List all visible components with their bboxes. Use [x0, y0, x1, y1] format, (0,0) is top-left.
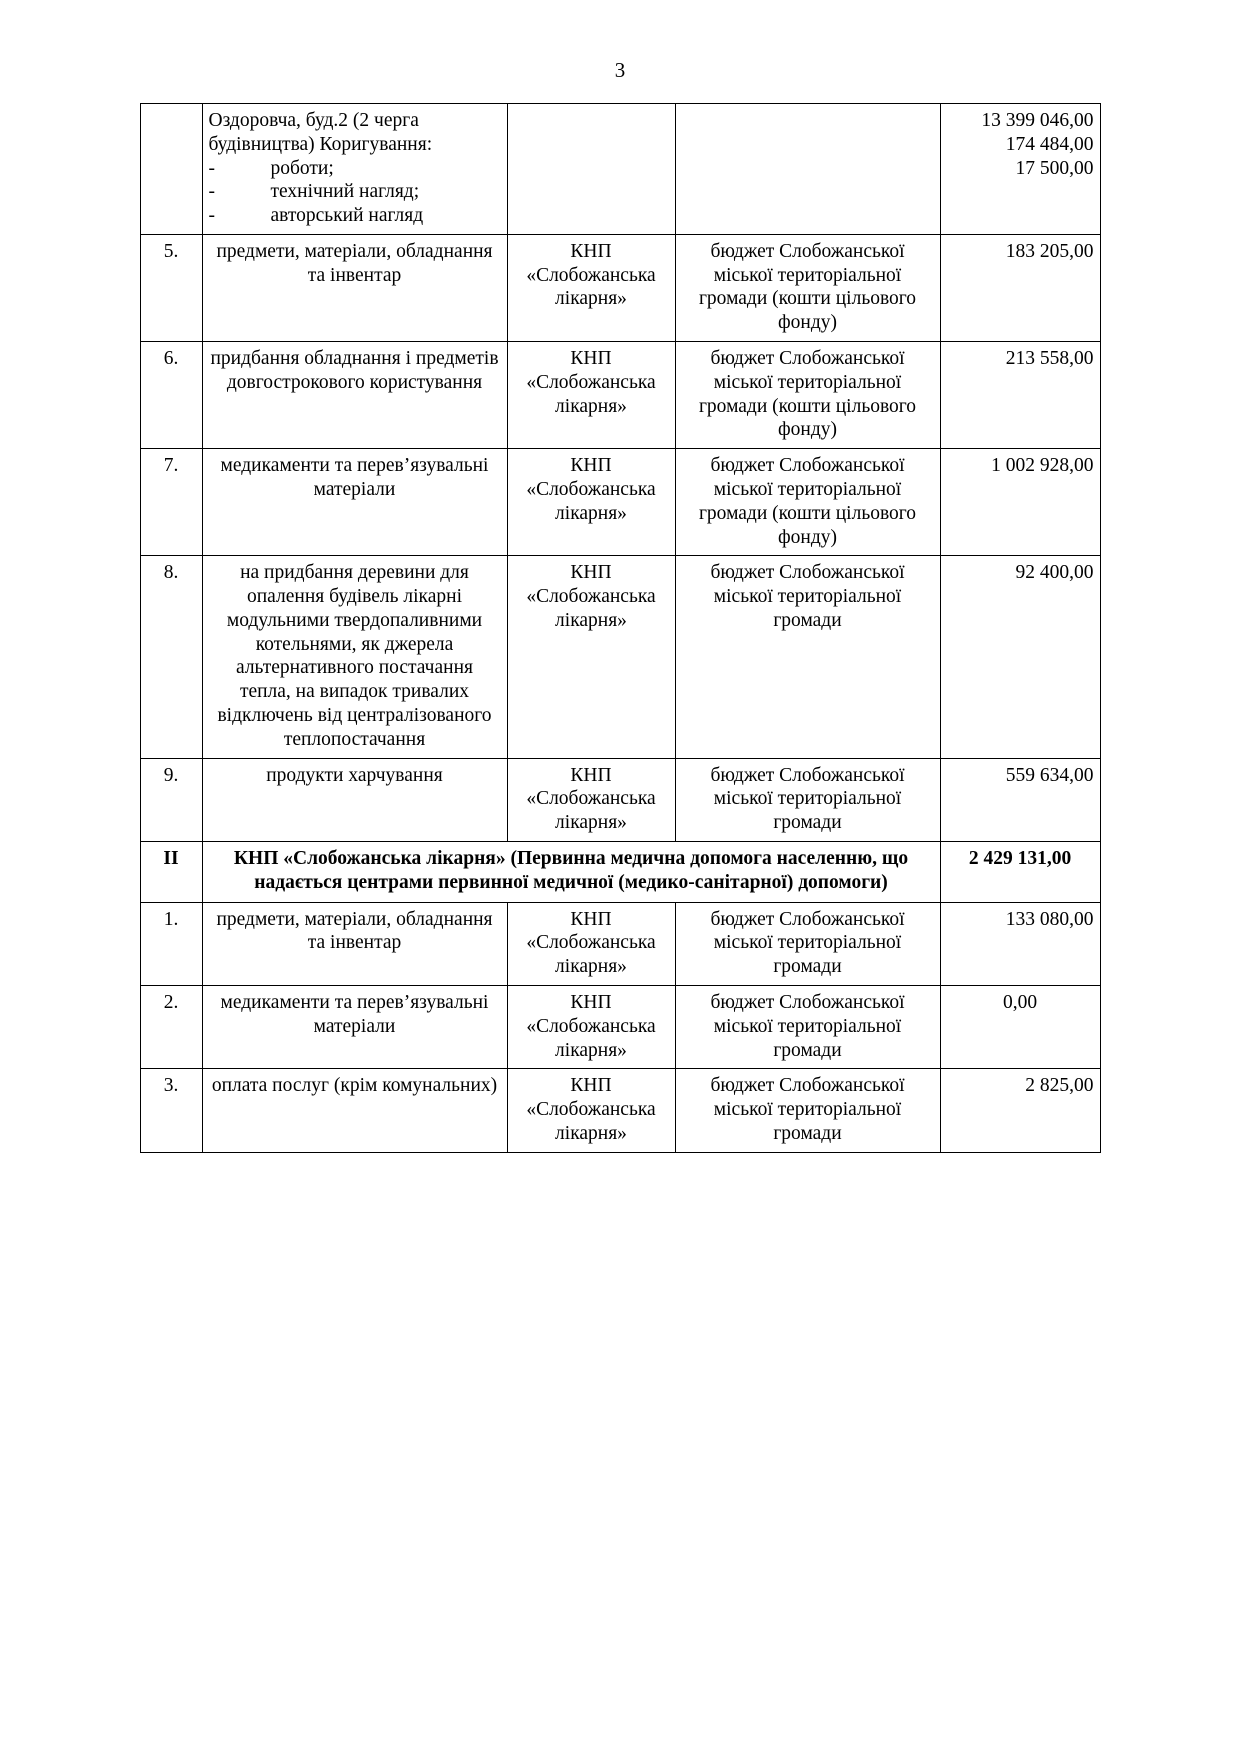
dash-marker: -	[208, 157, 215, 179]
section-amount: 2 429 131,00	[940, 841, 1100, 902]
row-number: 6.	[140, 342, 202, 449]
row-amount: 559 634,00	[940, 758, 1100, 841]
row-description: продукти харчування	[202, 758, 507, 841]
table-row	[140, 985, 1100, 1068]
row-source: бюджет Слобожанської міської територіальної громади	[675, 1069, 940, 1152]
section-title: КНП «Слобожанська лікарня» (Первинна медична допомога населенню, що надається центрами первинної медичної (медико-санітарної) допомоги)	[202, 841, 940, 902]
amount-value: 13 399 046,00	[981, 110, 1094, 131]
dash-marker: -	[208, 181, 215, 203]
row-source: бюджет Слобожанської міської територіальної громади (кошти цільового фонду)	[675, 449, 940, 556]
row-organization: КНП «Слобожанська лікарня»	[507, 902, 675, 985]
row-organization: КНП «Слобожанська лікарня»	[507, 234, 675, 341]
row-description	[202, 104, 507, 235]
row-organization: КНП «Слобожанська лікарня»	[507, 556, 675, 758]
list-item-label: роботи;	[270, 157, 334, 179]
row-description: оплата послуг (крім комунальних)	[202, 1069, 507, 1152]
row-amount: 183 205,00	[940, 234, 1100, 341]
row-number: 5.	[140, 234, 202, 341]
section-number: II	[140, 841, 202, 902]
table-section-row	[140, 841, 1100, 902]
row-organization: КНП «Слобожанська лікарня»	[507, 985, 675, 1068]
table-row	[140, 1069, 1100, 1152]
row-amount: 213 558,00	[940, 342, 1100, 449]
row-amount	[940, 104, 1100, 235]
row-source: бюджет Слобожанської міської територіальної громади (кошти цільового фонду)	[675, 342, 940, 449]
row-organization: КНП «Слобожанська лікарня»	[507, 758, 675, 841]
table-row	[140, 234, 1100, 341]
row-source: бюджет Слобожанської міської територіальної громади	[675, 556, 940, 758]
list-item	[209, 180, 501, 204]
row-source: бюджет Слобожанської міської територіальної громади (кошти цільового фонду)	[675, 234, 940, 341]
row-organization: КНП «Слобожанська лікарня»	[507, 449, 675, 556]
list-item	[209, 157, 501, 181]
row-amount: 133 080,00	[940, 902, 1100, 985]
row-source: бюджет Слобожанської міської територіальної громади	[675, 985, 940, 1068]
row-number: 7.	[140, 449, 202, 556]
table-row	[140, 902, 1100, 985]
list-item-label: технічний нагляд;	[270, 181, 420, 203]
row-organization	[507, 104, 675, 235]
row-description-items	[209, 157, 501, 228]
list-item-label: авторський нагляд	[270, 205, 424, 227]
row-amount: 0,00	[940, 985, 1100, 1068]
amount-value: 174 484,00	[1005, 133, 1094, 155]
list-item	[209, 204, 501, 228]
row-organization: КНП «Слобожанська лікарня»	[507, 342, 675, 449]
row-organization: КНП «Слобожанська лікарня»	[507, 1069, 675, 1152]
row-number: 9.	[140, 758, 202, 841]
row-description: предмети, матеріали, обладнання та інвентар	[202, 234, 507, 341]
row-source: бюджет Слобожанської міської територіальної громади	[675, 902, 940, 985]
row-amount: 1 002 928,00	[940, 449, 1100, 556]
table-row	[140, 104, 1100, 235]
row-description-heading: Оздоровча, буд.2 (2 черга будівництва) Коригування:	[208, 110, 433, 155]
row-amount: 92 400,00	[940, 556, 1100, 758]
row-source: бюджет Слобожанської міської територіальної громади	[675, 758, 940, 841]
dash-marker: -	[208, 205, 215, 227]
table-row	[140, 758, 1100, 841]
table-row	[140, 449, 1100, 556]
budget-table	[140, 103, 1101, 1153]
row-number: 3.	[140, 1069, 202, 1152]
row-number: 2.	[140, 985, 202, 1068]
table-row	[140, 342, 1100, 449]
row-description: медикаменти та перев’язувальні матеріали	[202, 449, 507, 556]
row-description: предмети, матеріали, обладнання та інвентар	[202, 902, 507, 985]
row-number: 8.	[140, 556, 202, 758]
row-number	[140, 104, 202, 235]
row-amount: 2 825,00	[940, 1069, 1100, 1152]
page-number: 3	[614, 58, 626, 82]
amount-value: 17 500,00	[1015, 157, 1094, 179]
row-number: 1.	[140, 902, 202, 985]
row-description: медикаменти та перев’язувальні матеріали	[202, 985, 507, 1068]
row-description: на придбання деревини для опалення будівель лікарні модульними твердопаливними котельнями, як джерела альтернативного постачання тепла, на випадок тривалих відключень від централізованого теплопостачання	[202, 556, 507, 758]
row-description: придбання обладнання і предметів довгострокового користування	[202, 342, 507, 449]
table-row	[140, 556, 1100, 758]
row-source	[675, 104, 940, 235]
